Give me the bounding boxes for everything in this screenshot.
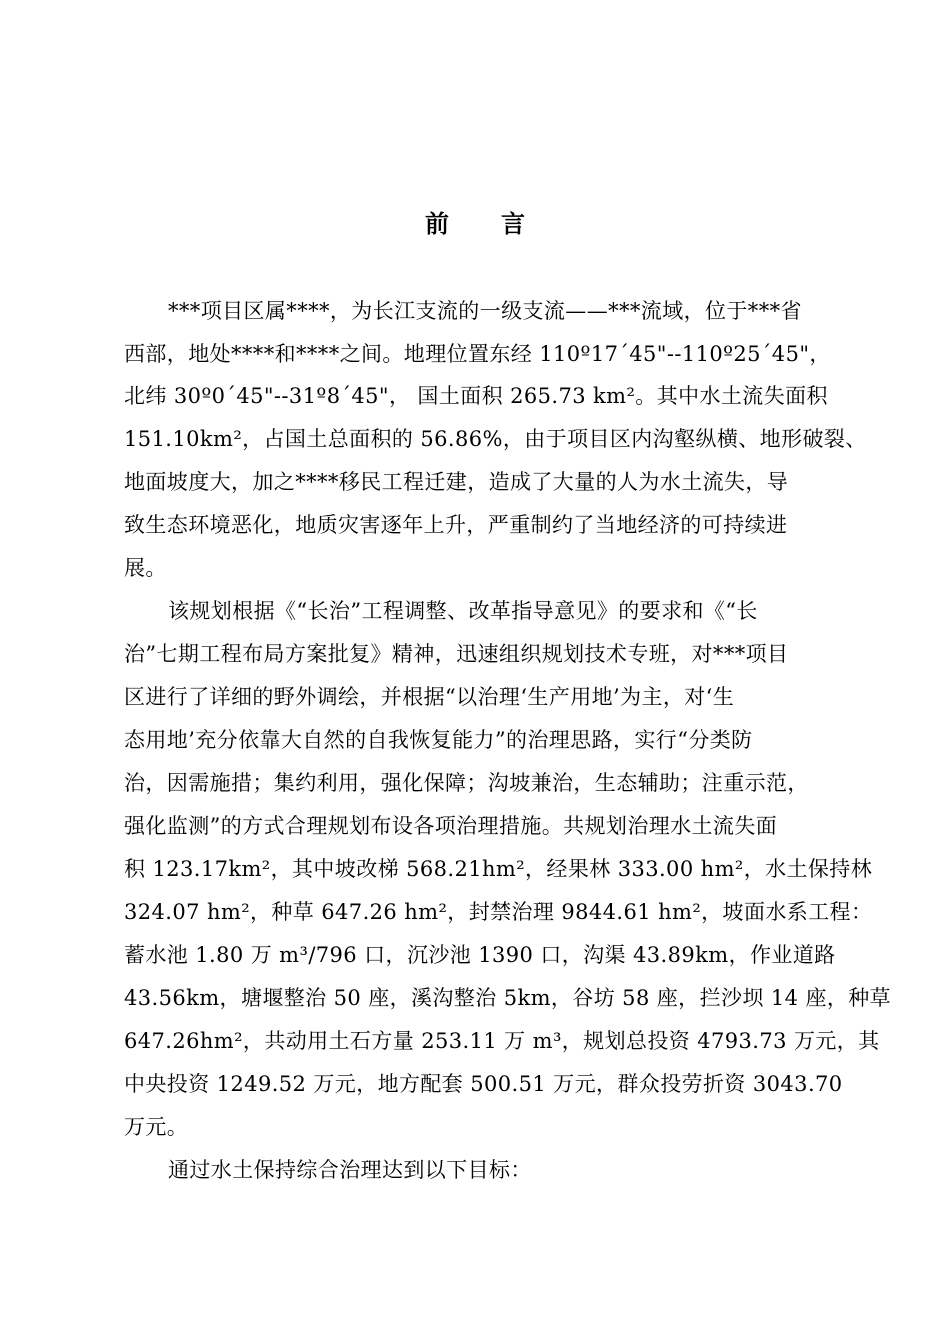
text-line-11: 态用地’充分依靠大自然的自我恢复能力”的治理思路，实行“分类防	[124, 728, 753, 752]
text-line-2: 西部，地处****和****之间。地理位置东经 110º17´45"--110º25´45"，	[124, 342, 831, 366]
text-line-17: 43.56km，塘堰整治 50 座，溪沟整治 5km，谷坊 58 座，拦沙坝 14 座，种草	[124, 986, 892, 1010]
text-line-1: ***项目区属****，为长江支流的一级支流——***流域，位于***省	[168, 299, 802, 323]
text-line-21: 通过水土保持综合治理达到以下目标：	[168, 1158, 532, 1182]
text-line-16: 蓄水池 1.80 万 m³/796 口，沉沙池 1390 口，沟渠 43.89km，作业道路	[124, 943, 836, 967]
text-line-18: 647.26hm²，共动用土石方量 253.11 万 m³，规划总投资 4793.73 万元，其	[124, 1029, 880, 1053]
text-line-15: 324.07 hm²，种草 647.26 hm²，封禁治理 9844.61 hm²，坡面水系工程：	[124, 900, 873, 924]
text-line-4: 151.10km²，占国土总面积的 56.86%，由于项目区内沟壑纵横、地形破裂、	[124, 427, 867, 451]
text-line-5: 地面坡度大，加之****移民工程迁建，造成了大量的人为水土流失，导	[124, 470, 789, 494]
text-line-3: 北纬 30º0´45"--31º8´45"， 国土面积 265.73 km²。其中水土流失面积	[124, 384, 828, 408]
text-line-8: 该规划根据《“长治”工程调整、改革指导意见》的要求和《“长	[168, 599, 758, 623]
text-line-10: 区进行了详细的野外调绘，并根据“以治理‘生产用地’为主，对‘生	[124, 685, 735, 709]
page-title: 前言	[425, 209, 577, 238]
text-line-6: 致生态环境恶化，地质灾害逐年上升，严重制约了当地经济的可持续进	[124, 513, 788, 537]
text-line-9: 治”七期工程布局方案批复》精神，迅速组织规划技术专班，对***项目	[124, 642, 789, 666]
text-line-12: 治，因需施措；集约利用，强化保障；沟坡兼治，生态辅助；注重示范，	[124, 771, 809, 795]
text-line-20: 万元。	[124, 1115, 189, 1139]
text-line-13: 强化监测”的方式合理规划布设各项治理措施。共规划治理水土流失面	[124, 814, 778, 838]
text-line-7: 展。	[124, 556, 167, 580]
text-line-19: 中央投资 1249.52 万元，地方配套 500.51 万元，群众投劳折资 3043.70	[124, 1072, 843, 1096]
text-line-14: 积 123.17km²，其中坡改梯 568.21hm²，经果林 333.00 hm²，水土保持林	[124, 857, 873, 881]
